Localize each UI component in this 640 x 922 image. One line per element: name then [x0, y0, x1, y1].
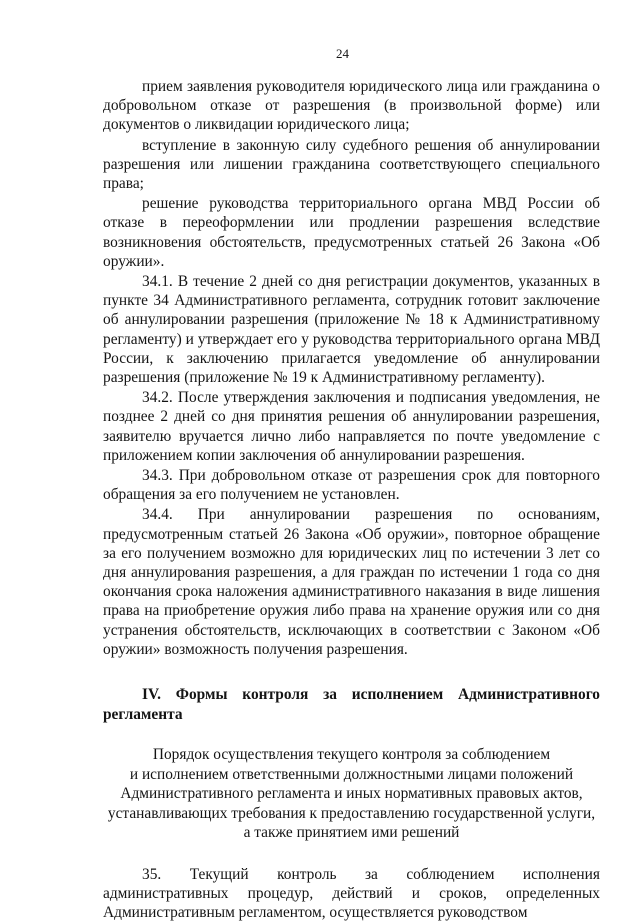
subsection-heading	[103, 745, 600, 843]
subheading-line: а также принятием ими решений	[243, 824, 460, 842]
subheading-line: Административного регламента и иных нормативных правовых актов,	[120, 785, 583, 803]
section-heading: IV. Формы контроля за исполнением Административного регламента	[103, 686, 600, 724]
paragraph-court-decision: вступление в законную силу судебного решения об аннулировании разрешения или лишении гражданина соответствующего специального права;	[103, 136, 600, 193]
paragraph-application-receipt: прием заявления руководителя юридического лица или гражданина о добровольном отказе от разрешения (в произвольной форме) или документов о ликвидации юридического лица;	[103, 78, 600, 134]
subheading-line: устанавливающих требования к предоставлению государственной услуги,	[107, 804, 596, 822]
paragraph-34-2: 34.2. После утверждения заключения и подписания уведомления, не позднее 2 дней со дня принятия решения об аннулировании разрешения, заявителю вручается лично либо направляется по почте уведомление с приложением копии заключения об аннулировании разрешения.	[103, 389, 600, 464]
subheading-line: Порядок осуществления текущего контроля за соблюдением	[152, 746, 551, 764]
paragraph-mvd-decision: решение руководства территориального органа МВД России об отказе в переоформлении или продлении разрешения вследствие возникновения обстоятельств, предусмотренных статьей 26 Закона «Об оружии».	[103, 195, 600, 270]
paragraph-34-1: 34.1. В течение 2 дней со дня регистрации документов, указанных в пункте 34 Административного регламента, сотрудник готовит заключение об аннулировании разрешения (приложение № 18 к Административному регламенту) и утверждает его у руководства территориального органа МВД России, к заключению прилагается уведомление об аннулировании разрешения (приложение № 19 к Административному регламенту).	[103, 273, 600, 387]
paragraph-34-3: 34.3. При добровольном отказе от разрешения срок для повторного обращения за его получением не установлен.	[103, 467, 600, 504]
page-number: 24	[336, 46, 349, 61]
paragraph-35: 35. Текущий контроль за соблюдением исполнения административных процедур, действий и сроков, определенных Административным регламентом, осуществляется руководством	[103, 865, 600, 921]
subheading-line: и исполнением ответственными должностными лицами положений	[129, 765, 574, 783]
paragraph-34-4: 34.4. При аннулировании разрешения по основаниям, предусмотренным статьей 26 Закона «Об оружии», повторное обращение за его получением возможно для юридических лиц по истечении 3 лет со дня аннулирования разрешения, а для граждан по истечении 1 года со дня окончания срока наложения административного наказания в виде лишения права на приобретение оружия либо права на хранение оружия или со дня устранения обстоятельств, исключающих в соответствии с Законом «Об оружии» возможность получения разрешения.	[103, 506, 600, 658]
